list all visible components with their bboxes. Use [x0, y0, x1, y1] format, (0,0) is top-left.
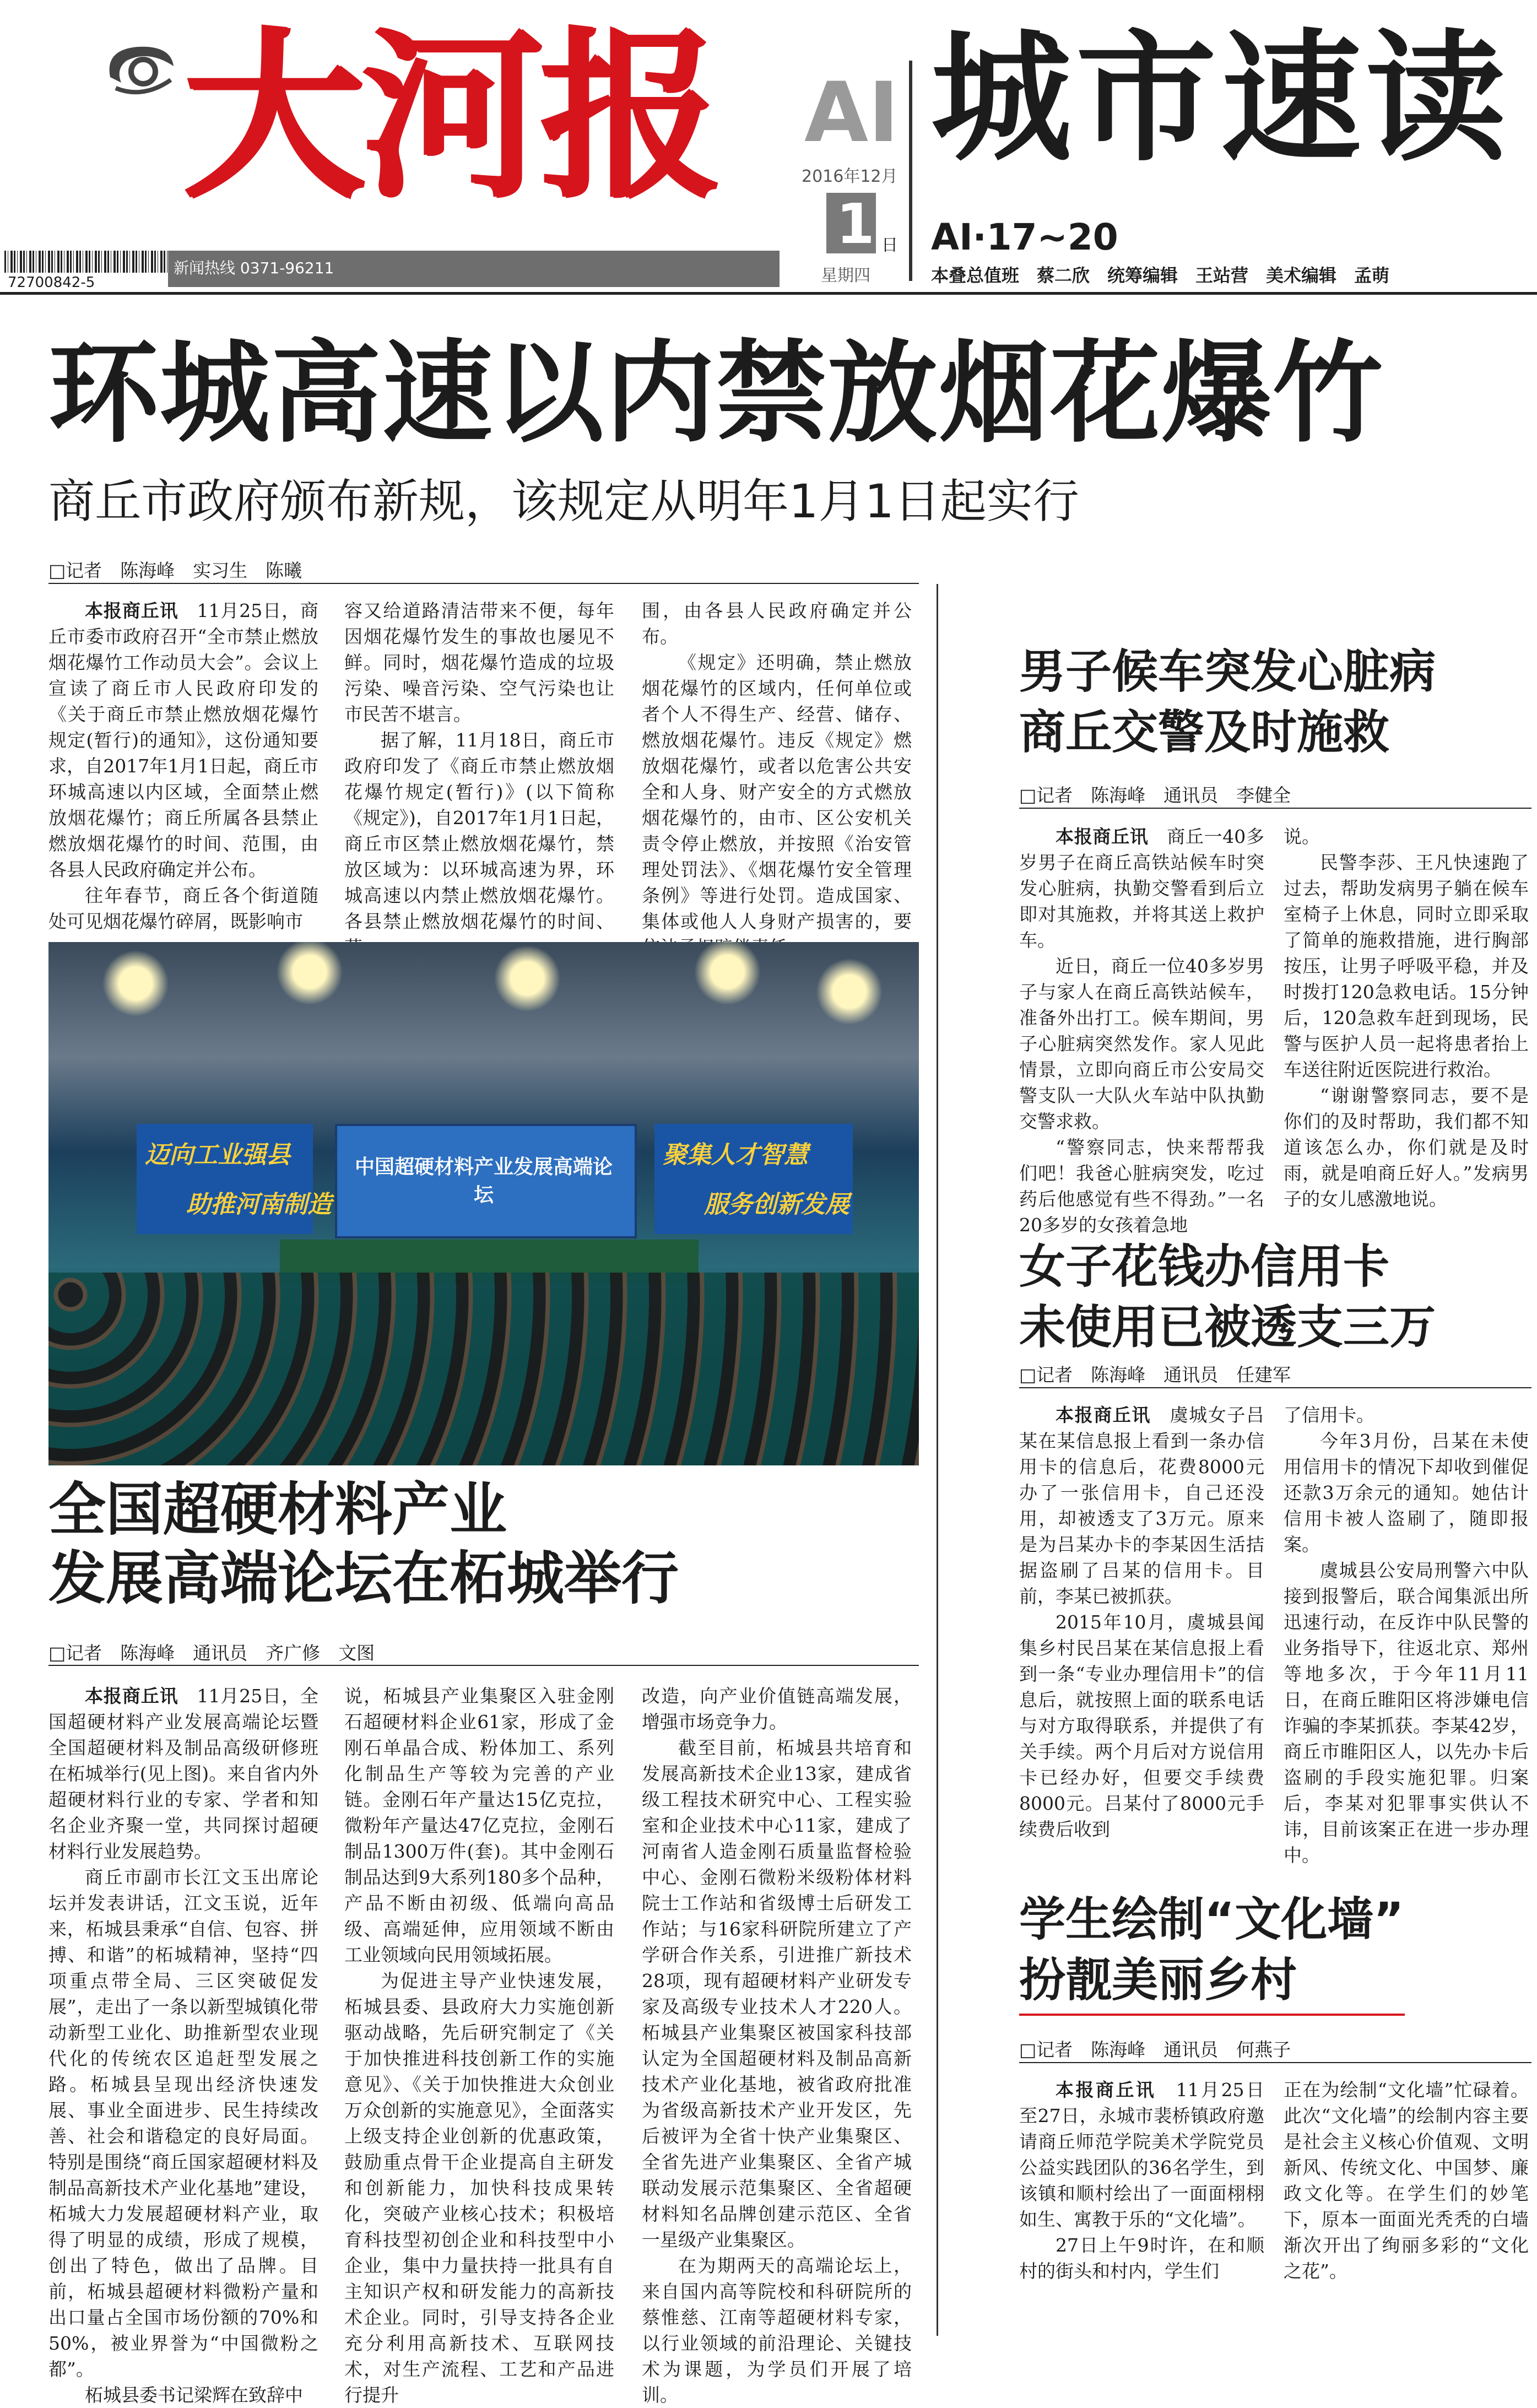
paragraph-text: 虞城女子吕某在某信息报上看到一条办信用卡的信息后，花费8000元办了一张信用卡，自己还没用，却被透支了3万元。原来是为吕某办卡的李某因生活拮据盗刷了吕某的信用卡。目前，李某已被抓获。	[1019, 1404, 1265, 1607]
dateline: 本报商丘讯	[1056, 1404, 1151, 1426]
article-paragraph	[344, 1968, 614, 2408]
photo-banner-center: 中国超硬材料产业发展高端论坛	[354, 1156, 613, 1206]
photo-banner-right-2: 服务创新发展	[704, 1191, 849, 1219]
paragraph-text: 说。	[1284, 826, 1320, 847]
paragraph-text: 说，柘城县产业集聚区入驻金刚石超硬材料企业61家，形成了金刚石单晶合成、粉体加工、系列化制品生产等较为完善的产业链。金刚石年产量达15亿克拉，微粉年产量达47亿克拉，金刚石制品1300万件(套)。其中金刚石制品达到9大系列180多个品种，产品不断由初级、低端向高品级、高端延伸，应用领域不断由工业领域向民用领域拓展。	[344, 1685, 614, 1966]
story2-headline-2: 未使用已被透支三万	[1019, 1300, 1436, 1354]
audience	[48, 1273, 919, 1465]
story3-headline-1: 学生绘制“文化墙”	[1019, 1892, 1404, 1946]
article-paragraph	[1019, 1402, 1264, 1609]
paragraph-text: 11月25日，商丘市委市政府召开“全市禁止燃放烟花爆竹工作动员大会”。会议上宣读了商丘市人民政府印发的《关于商丘市禁止燃放烟花爆竹规定(暂行)的通知》，这份通知要求，自2017年1月1日起，商丘市环城高速以内区域，全面禁止燃放烟花爆竹；商丘所属各县禁止燃放烟花爆竹的时间、范围，由各县人民政府确定并公布。	[48, 600, 319, 880]
article-paragraph	[1019, 953, 1264, 1134]
article-paragraph	[1019, 2232, 1264, 2284]
forum-headline-1: 全国超硬材料产业	[48, 1476, 507, 1543]
editor-credits: 本叠总值班 蔡二欣 统筹编辑 王站营 美术编辑 孟萌	[931, 265, 1390, 286]
photo-banner-left-1: 迈向工业强县	[145, 1141, 290, 1169]
paragraph-text: 了信用卡。	[1284, 1404, 1374, 1426]
article-paragraph	[1284, 1402, 1529, 1428]
story2-column-1	[1019, 1402, 1264, 1842]
article-paragraph	[1284, 849, 1529, 1083]
story3-column-1	[1019, 2077, 1264, 2284]
forum-column-3	[642, 1683, 912, 2408]
paragraph-text: “谢谢警察同志，要不是你们的及时帮助，我们都不知道该怎么办，你们就是及时雨，就是咱商丘好人。”发病男子的女儿感激地说。	[1284, 1085, 1529, 1210]
article-paragraph	[344, 598, 614, 727]
lead-column-2	[344, 598, 614, 960]
article-paragraph	[344, 1683, 614, 1968]
date-day-suffix: 日	[881, 236, 898, 255]
lead-subhead: 商丘市政府颁布新规，该规定从明年1月1日起实行	[48, 474, 1079, 528]
paragraph-text: 《规定》还明确，禁止燃放烟花爆竹的区域内，任何单位或者个人不得生产、经营、储存、燃放烟花爆竹。违反《规定》燃放烟花爆竹，或者以危害公共安全和人身、财产安全的方式燃放烟花爆竹的，由市、区公安机关责令停止燃放，并按照《治安管理处罚法》、《烟花爆竹安全管理条例》等进行处罚。造成国家、集体或他人人身财产损害的，要	[642, 652, 912, 932]
photo-banner-left-2: 助推河南制造	[186, 1191, 332, 1219]
paragraph-text: 2015年10月，虞城县闻集乡村民吕某在某信息报上看到一条“专业办理信用卡”的信息后，就按照上面的联系电话与对方取得联系，并提供了有关手续。两个月后对方说信用卡已经办好，但要交手续费8000元。吕某付了8000元手续费后收到	[1019, 1611, 1264, 1840]
story1-column-1	[1019, 824, 1264, 1238]
lead-column-3	[642, 598, 912, 960]
article-paragraph	[1284, 1557, 1529, 1868]
paragraph-text: 11月25日，全国超硬材料产业发展高端论坛暨全国超硬材料及制品高级研修班在柘城举行(见上图)。来自省内外超硬材料行业的专家、学者和知名企业齐聚一堂，共同探讨超硬材料行业发展趋势。	[48, 1685, 319, 1862]
article-paragraph	[642, 598, 912, 650]
weekday: 星期四	[821, 266, 870, 285]
article-paragraph	[1019, 1609, 1264, 1842]
masthead-logo	[182, 9, 760, 253]
forum-byline: □记者 陈海峰 通讯员 齐广修 文图	[48, 1642, 375, 1664]
story1-headline-2: 商丘交警及时施救	[1019, 705, 1390, 759]
article-paragraph	[48, 883, 318, 934]
paragraph-text: 商丘一40多岁男子在商丘高铁站候车时突发心脏病，执勤交警看到后立即对其施救，并将其送上救护车。	[1019, 826, 1264, 951]
paragraph-text: 截至目前，柘城县共培育和发展高新技术企业13家，建成省级工程技术研究中心、工程实验室和企业技术中心11家，建成了河南省人造金刚石质量监督检验中心、金刚石微粉米级粉体材料院士工作站和省级博士后研发工作站；与16家科研院所建立了产学研合作关系，引进推广新技术28项，现有超硬材料产业研发专家及高级专业技术人才220人。柘城县产业集聚区被国家科技部认定为全国超硬材料及制品高新技术产业化基地，被省政府批准为省级高新技术产业开发区，先后被评为全省十快产业集聚区、全省先进产业集聚区、全省产城联动发展示范集聚区、全省超硬材料知名品牌创建示范区、全省一星级产业集聚区。	[642, 1737, 912, 2250]
paragraph-text: 今年3月份，吕某在未使用信用卡的情况下却收到催促还款3万余元的通知。她估计信用卡被人盗刷了，随即报案。	[1284, 1430, 1529, 1555]
story1-headline-1: 男子候车突发心脏病	[1019, 645, 1436, 699]
date-year-month: 2016年12月	[802, 167, 898, 186]
forum-photo	[48, 942, 919, 1465]
dateline: 本报商丘讯	[1056, 826, 1149, 847]
forum-byline-rule	[48, 1665, 919, 1666]
paragraph-text: 近日，商丘一位40多岁男子与家人在商丘高铁站候车，准备外出打工。候车期间，男子心脏病突然发作。家人见此情景，立即向商丘市公安局交警支队一大队火车站中队执勤交警求救。	[1019, 955, 1264, 1132]
paragraph-text: 民警李莎、王凡快速跑了过去，帮助发病男子躺在候车室椅子上休息，同时立即采取了简单的施救措施，进行胸部按压，让男子呼吸平稳，并及时拨打120急救电话。15分钟后，120急救车赶到现场，民警与医护人员一起将患者抬上车送往附近医院进行救治。	[1284, 852, 1529, 1080]
article-paragraph	[1284, 824, 1529, 849]
photo-banner-right-1: 聚集人才智慧	[663, 1141, 808, 1169]
article-paragraph	[48, 1683, 318, 1864]
story2-byline: □记者 陈海峰 通讯员 任建军	[1019, 1364, 1291, 1386]
article-paragraph	[1019, 824, 1264, 953]
story2-column-2	[1284, 1402, 1529, 1868]
paragraph-text: 正在为绘制“文化墙”忙碌着。此次“文化墙”的绘制内容主要是社会主义核心价值观、文明新风、传统文化、中国梦、廉政文化等。在学生们的妙笔下，原本一面面光秃秃的白墙渐次开出了绚丽多彩的“文化之花”。	[1284, 2079, 1529, 2282]
masthead-divider	[909, 61, 912, 281]
article-paragraph	[1284, 2077, 1529, 2284]
barcode	[4, 251, 170, 273]
section-title: 城市速读	[931, 17, 1511, 181]
article-paragraph	[48, 1864, 318, 2382]
barcode-number: 72700842-5	[8, 274, 95, 291]
lead-column-1	[48, 598, 318, 934]
ceiling-lights	[48, 942, 919, 1107]
hotline: 新闻热线 0371-96211	[174, 259, 334, 277]
paragraph-text: 改造，向产业价值链高端发展，增强市场竞争力。	[642, 1685, 912, 1733]
masthead-logo-text: 大河报	[182, 9, 717, 223]
story3-byline-rule	[1019, 2062, 1531, 2063]
page-vertical-rule	[937, 584, 938, 2336]
paragraph-text: 围，由各县人民政府确定并公布。	[642, 600, 912, 647]
dateline: 本报商丘讯	[85, 600, 178, 621]
story3-headline-2: 扮靓美丽乡村	[1019, 1953, 1297, 2007]
lead-headline: 环城高速以内禁放烟花爆竹	[48, 329, 1384, 458]
article-paragraph	[344, 727, 614, 960]
article-paragraph	[1019, 2077, 1264, 2232]
dateline: 本报商丘讯	[1056, 2079, 1156, 2101]
paragraph-text: 往年春节，商丘各个街道随处可见烟花爆竹碎屑，既影响市	[48, 885, 318, 932]
article-paragraph	[48, 2382, 318, 2408]
paragraph-text: 为促进主导产业快速发展，柘城县委、县政府大力实施创新驱动战略，先后研究制定了《关于加快推进科技创新工作的实施意见》、《关于加快推进大众创业万众创新的实施意见》，全面落实上级支持企业创新的优惠政策，鼓励重点骨干企业提高自主研发和创新能力，加快科技成果转化，突破产业核心技术；积极培育科技型初创企业和科技型中小企业，集中力量扶持一批具有自主知识产权和研发能力的高新技术企业。同时，引导支持各企业充分利用高新技术、互联网技术，对生产流程、工艺和产品进行提升	[344, 1970, 614, 2406]
forum-headline-2: 发展高端论坛在柘城举行	[48, 1545, 679, 1612]
forum-column-2	[344, 1683, 614, 2408]
lead-byline-rule	[48, 583, 919, 584]
story1-byline-rule	[1019, 808, 1531, 809]
paragraph-text: 27日上午9时许，在和顺村的街头和村内，学生们	[1019, 2234, 1264, 2282]
article-paragraph	[1284, 1083, 1529, 1212]
paragraph-text: 容又给道路清洁带来不便，每年因烟花爆竹发生的事故也屡见不鲜。同时，烟花爆竹造成的垃圾污染、噪音污染、空气污染也让市民苦不堪言。	[344, 600, 614, 725]
article-paragraph	[1284, 1428, 1529, 1557]
paragraph-text: 商丘市副市长江文玉出席论坛并发表讲话，江文玉说，近年来，柘城县秉承“自信、包容、拼搏、和谐”的柘城精神，坚持“四项重点带全局、三区突破促发展”，走出了一条以新型城镇化带动新型工业化、助推新型农业现代化的传统农区追赶型发展之路。柘城县呈现出经济快速发展、事业全面进步、民生持续改善、社会和谐稳定的良好局面。特别是围绕“商丘国家超硬材料及制品高新技术产业化基地”建设，柘城大力发展超硬材料产业，取得了明显的成绩，形成了规模，创出了特色，做出了品牌。目前，柘城县超硬材料微粉产量和出口量占全国市场份额的70%和50%，被业界誉为“中国微粉之都”。	[48, 1866, 318, 2380]
paragraph-text: 柘城县委书记梁辉在致辞中	[85, 2384, 303, 2406]
article-paragraph	[1019, 1134, 1264, 1238]
page-range: AⅠ·17~20	[931, 216, 1118, 258]
masthead-rule	[0, 292, 1537, 295]
date-day: 1	[836, 192, 875, 256]
article-paragraph	[642, 1683, 912, 1735]
story1-byline: □记者 陈海峰 通讯员 李健全	[1019, 784, 1291, 806]
paragraph-text: 在为期两天的高端论坛上，来自国内高等院校和科研院所的蔡惟慈、江南等超硬材料专家，以行业领域的前沿理论、关键技术为课题，为学员们开展了培训。	[642, 2255, 912, 2406]
paragraph-text: 虞城县公安局刑警六中队接到报警后，联合闻集派出所迅速行动，在反诈中队民警的业务指导下，往返北京、郑州等地多次，于今年11月11日，在商丘睢阳区将涉嫌电信诈骗的李某抓获。李某42岁，商丘市睢阳区人，以先办卡后盗刷的手段实施犯罪。归案后，李某对犯罪事实供认不讳，目前该案正在进一步办理中。	[1284, 1560, 1529, 1866]
article-paragraph	[642, 1735, 912, 2253]
story2-byline-rule	[1019, 1387, 1531, 1388]
article-paragraph	[48, 598, 318, 883]
newspaper-logo-icon	[99, 39, 182, 99]
article-paragraph	[642, 650, 912, 960]
dateline: 本报商丘讯	[85, 1685, 178, 1707]
lead-byline: □记者 陈海峰 实习生 陈曦	[48, 560, 302, 581]
paragraph-text: 11月25日至27日，永城市裴桥镇政府邀请商丘师范学院美术学院党员公益实践团队的36名学生，到该镇和顺村绘出了一面面栩栩如生、寓教于乐的“文化墙”。	[1019, 2079, 1265, 2230]
article-paragraph	[642, 2253, 912, 2408]
story3-column-2	[1284, 2077, 1529, 2284]
story3-red-underline	[1019, 2014, 1405, 2016]
paragraph-text: “警察同志，快来帮帮我们吧！我爸心脏病突发，吃过药后他感觉有些不得劲。”一名20多岁的女孩着急地	[1019, 1137, 1264, 1236]
forum-column-1	[48, 1683, 318, 2408]
story1-column-2	[1284, 824, 1529, 1212]
story2-headline-1: 女子花钱办信用卡	[1019, 1240, 1390, 1294]
story3-byline: □记者 陈海峰 通讯员 何燕子	[1019, 2039, 1291, 2060]
edition-mark: AⅠ	[804, 65, 899, 161]
paragraph-text: 据了解，11月18日，商丘市政府印发了《商丘市禁止燃放烟花爆竹规定(暂行)》(以下简称《规定》)，自2017年1月1日起，商丘市区禁止燃放烟花爆竹，禁放区域为：以环城高速为界，环城高速以内禁止燃放烟花爆竹。各县禁止燃放烟花爆竹的时间、	[344, 729, 614, 932]
